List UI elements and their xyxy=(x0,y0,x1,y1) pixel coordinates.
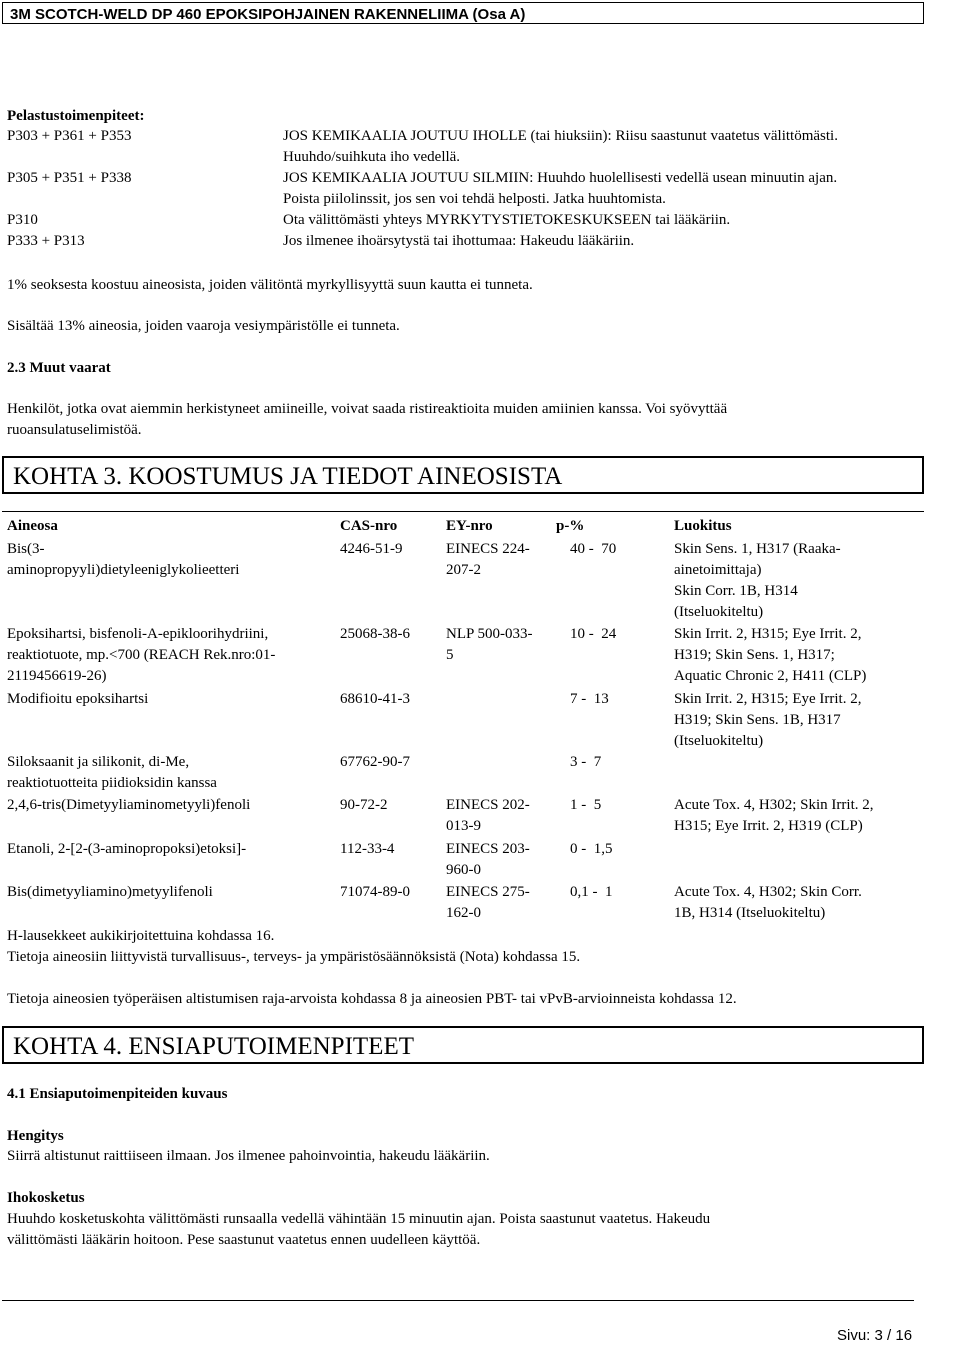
table-row xyxy=(7,690,148,709)
section-4-banner xyxy=(2,1026,924,1064)
toxicity-note: 1% seoksesta koostuu aineosista, joiden välitöntä myrkyllisyyttä suun kautta ei tunneta. xyxy=(7,277,533,293)
classification-line: Skin Sens. 1, H317 (Raaka- xyxy=(674,541,841,557)
section-4-title: KOHTA 4. ENSIAPUTOIMENPITEET xyxy=(13,1033,414,1060)
skin-contact-heading: Ihokosketus xyxy=(7,1190,85,1206)
cas-number: 4246-51-9 xyxy=(340,541,403,557)
classification-line: Skin Irrit. 2, H315; Eye Irrit. 2, xyxy=(674,626,862,642)
ec-number xyxy=(446,796,530,836)
classification-line: ainetoimittaja) xyxy=(674,562,762,578)
ec-number-line: EINECS 224- xyxy=(446,541,530,557)
table-row xyxy=(7,753,217,793)
first-aid-heading: Pelastustoimenpiteet: xyxy=(7,108,145,124)
classification-line: H319; Skin Sens. 1, H317; xyxy=(674,647,835,663)
ec-number xyxy=(446,840,530,880)
table-row xyxy=(7,540,239,580)
ingredient-name: Siloksaanit ja silikonit, di-Me, xyxy=(7,754,190,770)
ec-number-line: 162-0 xyxy=(446,905,481,921)
column-header-percent: p-% xyxy=(556,518,585,534)
percent-range: 0 - 1,5 xyxy=(570,841,613,857)
ingredient-name: reaktiotuote, mp.<700 (REACH Rek.nro:01- xyxy=(7,647,276,663)
classification xyxy=(674,690,861,751)
cas-number: 67762-90-7 xyxy=(340,754,410,770)
precaution-text: JOS KEMIKAALIA JOUTUU IHOLLE (tai hiuksiin): Riisu saastunut vaatetus välittömästi. xyxy=(283,128,838,144)
ingredient-name: 2,4,6-tris(Dimetyyliaminometyyli)fenoli xyxy=(7,797,251,813)
percent-range: 10 - 24 xyxy=(570,626,617,642)
ec-number xyxy=(446,540,530,580)
precaution-code: P310 xyxy=(7,212,38,228)
ingredient-name: aminopropyyli)dietyleeniglykolieetteri xyxy=(7,562,240,578)
precaution-text: Huuhdo/suihkuta iho vedellä. xyxy=(283,149,461,165)
classification-line: Acute Tox. 4, H302; Skin Corr. xyxy=(674,884,862,900)
precaution-text: JOS KEMIKAALIA JOUTUU SILMIIN: Huuhdo huolellisesti vedellä usean minuutin ajan. xyxy=(283,170,838,186)
percent-range: 40 - 70 xyxy=(570,541,617,557)
precaution-text: Poista piilolinssit, jos sen voi tehdä helposti. Jatka huuhtomista. xyxy=(283,191,666,207)
page-number: Sivu: 3 / 16 xyxy=(837,1327,913,1344)
ec-number-line: EINECS 202- xyxy=(446,797,530,813)
precaution-text: Ota välittömästi yhteys MYRKYTYSTIETOKESKUKSEEN tai lääkäriin. xyxy=(283,212,731,228)
column-header-cas: CAS-nro xyxy=(340,518,398,534)
classification xyxy=(674,540,841,622)
ec-number xyxy=(446,883,530,923)
ingredient-name: Etanoli, 2-[2-(3-aminopropoksi)etoksi]- xyxy=(7,841,247,857)
classification xyxy=(674,883,862,923)
classification-line: H319; Skin Sens. 1B, H317 xyxy=(674,712,841,728)
cas-number: 25068-38-6 xyxy=(340,626,410,642)
inhalation-text: Siirrä altistunut raittiiseen ilmaan. Jos ilmenee pahoinvointia, hakeudu lääkäriin. xyxy=(7,1148,490,1164)
document-title: 3M SCOTCH-WELD DP 460 EPOKSIPOHJAINEN RAKENNELIIMA (Osa A) xyxy=(10,6,526,23)
cas-number: 90-72-2 xyxy=(340,797,388,813)
environment-note: Sisältää 13% aineosia, joiden vaaroja vesiympäristölle ei tunneta. xyxy=(7,318,400,334)
classification-line: Skin Irrit. 2, H315; Eye Irrit. 2, xyxy=(674,691,862,707)
table-row xyxy=(7,883,213,902)
ec-number-line: EINECS 203- xyxy=(446,841,530,857)
percent-range: 3 - 7 xyxy=(570,754,602,770)
ingredient-name: 2119456619-26) xyxy=(7,668,107,684)
classification xyxy=(674,625,866,686)
ingredient-name: Modifioitu epoksihartsi xyxy=(7,691,149,707)
precaution-text: Jos ilmenee ihoärsytystä tai ihottumaa: Hakeudu lääkäriin. xyxy=(283,233,635,249)
ec-number xyxy=(446,625,533,665)
classification-line: H315; Eye Irrit. 2, H319 (CLP) xyxy=(674,818,863,834)
classification-line: Acute Tox. 4, H302; Skin Irrit. 2, xyxy=(674,797,874,813)
classification-line: (Itseluokiteltu) xyxy=(674,733,764,749)
skin-contact-text: välittömästi lääkärin hoitoon. Pese saastunut vaatetus ennen uudelleen käyttöä. xyxy=(7,1232,481,1248)
regulatory-note: Tietoja aineosiin liittyvistä turvallisuus-, terveys- ja ympäristösäännöksistä (Nota) kohdassa 15. xyxy=(7,949,581,965)
other-hazards-text: Henkilöt, jotka ovat aiemmin herkistyneet amiineille, voivat saada ristireaktioita muiden amiinien kanssa. Voi syövyttää xyxy=(7,401,728,417)
document-header xyxy=(2,2,924,24)
precaution-code: P333 + P313 xyxy=(7,233,85,249)
ec-number-line: NLP 500-033- xyxy=(446,626,533,642)
column-header-classification: Luokitus xyxy=(674,518,732,534)
section-3-banner xyxy=(2,456,924,494)
table-row xyxy=(7,796,250,815)
h-phrases-note: H-lausekkeet aukikirjoitettuina kohdassa 16. xyxy=(7,928,275,944)
ec-number-line: EINECS 275- xyxy=(446,884,530,900)
other-hazards-heading: 2.3 Muut vaarat xyxy=(7,360,111,376)
precaution-code: P305 + P351 + P338 xyxy=(7,170,132,186)
classification xyxy=(674,796,874,836)
ingredient-name: Bis(dimetyyliamino)metyylifenoli xyxy=(7,884,213,900)
classification-line: Aquatic Chronic 2, H411 (CLP) xyxy=(674,668,867,684)
classification-line: 1B, H314 (Itseluokiteltu) xyxy=(674,905,826,921)
other-hazards-text: ruoansulatuselimistöä. xyxy=(7,422,142,438)
ec-number-line: 013-9 xyxy=(446,818,481,834)
section-4-subheading: 4.1 Ensiaputoimenpiteiden kuvaus xyxy=(7,1086,228,1102)
cas-number: 71074-89-0 xyxy=(340,884,410,900)
column-header-ingredient: Aineosa xyxy=(7,518,58,534)
table-row xyxy=(7,840,246,859)
classification-line: (Itseluokiteltu) xyxy=(674,604,764,620)
ec-number-line: 960-0 xyxy=(446,862,481,878)
precaution-code: P303 + P361 + P353 xyxy=(7,128,132,144)
percent-range: 0,1 - 1 xyxy=(570,884,613,900)
percent-range: 1 - 5 xyxy=(570,797,602,813)
ec-number-line: 5 xyxy=(446,647,454,663)
ingredient-name: reaktiotuotteita piidioksidin kanssa xyxy=(7,775,217,791)
ingredient-name: Bis(3- xyxy=(7,541,45,557)
percent-range: 7 - 13 xyxy=(570,691,609,707)
skin-contact-text: Huuhdo kosketuskohta välittömästi runsaalla vedellä vähintään 15 minuutin ajan. Poista saastunut vaatetus. Hakeudu xyxy=(7,1211,711,1227)
exposure-note: Tietoja aineosien työperäisen altistumisen raja-arvoista kohdassa 8 ja aineosien PBT- tai vPvB-arvioinneista kohdassa 12. xyxy=(7,991,737,1007)
classification-line: Skin Corr. 1B, H314 xyxy=(674,583,798,599)
ec-number-line: 207-2 xyxy=(446,562,481,578)
table-top-rule xyxy=(2,511,924,512)
ingredient-name: Epoksihartsi, bisfenoli-A-epikloorihydriini, xyxy=(7,626,269,642)
inhalation-heading: Hengitys xyxy=(7,1128,64,1144)
cas-number: 68610-41-3 xyxy=(340,691,410,707)
footer-rule xyxy=(2,1300,914,1301)
column-header-ec: EY-nro xyxy=(446,518,493,534)
cas-number: 112-33-4 xyxy=(340,841,395,857)
section-3-title: KOHTA 3. KOOSTUMUS JA TIEDOT AINEOSISTA xyxy=(13,463,563,490)
table-row xyxy=(7,625,275,686)
